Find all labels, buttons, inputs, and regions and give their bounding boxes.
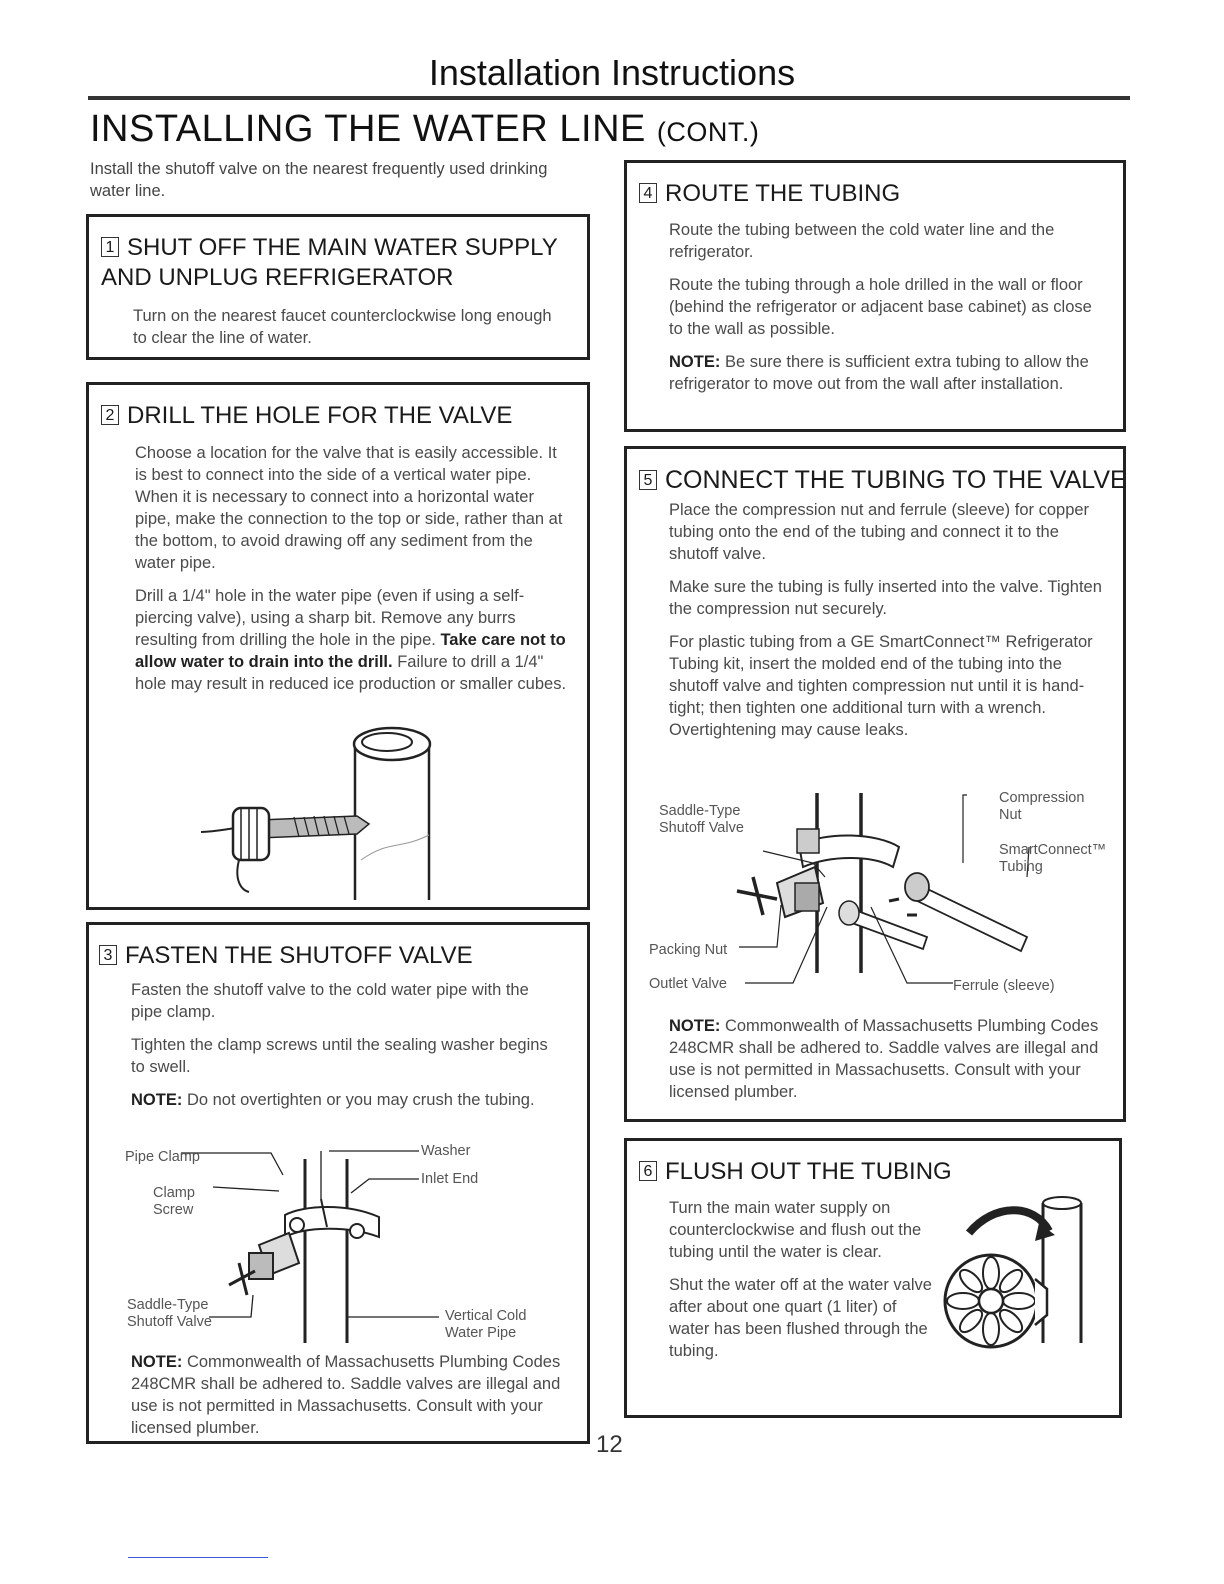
- label-vertical-1: Vertical Cold: [445, 1308, 527, 1324]
- step-3-text: [131, 979, 563, 1122]
- step-1-title-line1: SHUT OFF THE MAIN WATER SUPPLY: [127, 234, 558, 261]
- step-5-number: 5: [639, 470, 657, 490]
- label-saddle-1: Saddle-Type: [127, 1297, 209, 1313]
- step-4-heading: [639, 179, 900, 209]
- label-packing-nut: Packing Nut: [649, 942, 728, 958]
- step-5-heading: [639, 465, 1127, 495]
- step-2-number: 2: [101, 405, 119, 425]
- label-vertical-2: Water Pipe: [445, 1325, 517, 1341]
- step-2-para-2: [135, 585, 567, 695]
- step-6-heading: [639, 1157, 952, 1187]
- step-5-box: [624, 446, 1126, 1122]
- label-inlet-end: Inlet End: [421, 1171, 479, 1187]
- step-4-note: [669, 351, 1109, 395]
- step-6-text: [669, 1197, 933, 1373]
- step-4-box: [624, 160, 1126, 432]
- step-3-box: [86, 922, 590, 1444]
- step-5-para-1: Place the compression nut and ferrule (sleeve) for copper tubing onto the end of the tubing and connect it to the shutoff valve.: [669, 501, 1090, 563]
- step-2-para-2b: Failure to drill a 1/4" hole may result in reduced ice production or smaller cubes.: [135, 653, 567, 693]
- step-3-title: FASTEN THE SHUTOFF VALVE: [125, 942, 473, 969]
- step-3-note-2-label: NOTE:: [131, 1353, 183, 1371]
- step-2-warning: Take care not to allow water to drain into the drill.: [135, 631, 566, 671]
- step-3-note-text: Do not overtighten or you may crush the tubing.: [186, 1091, 535, 1109]
- label-outlet-valve: Outlet Valve: [649, 976, 727, 992]
- step-5-note-label: NOTE:: [669, 1017, 721, 1035]
- step-4-text: [669, 219, 1109, 406]
- step-3-note-2: [131, 1351, 567, 1439]
- page-number: 12: [596, 1431, 623, 1458]
- step-6-box: [624, 1138, 1122, 1418]
- label-washer: Washer: [421, 1143, 471, 1159]
- header-rule: [88, 96, 1130, 100]
- header-title: Installation Instructions: [428, 52, 796, 93]
- label-pipe-clamp: Pipe Clamp: [125, 1149, 200, 1165]
- step-1-box: [86, 214, 590, 360]
- step-2-box: [86, 382, 590, 910]
- step-4-note-label: NOTE:: [669, 353, 721, 371]
- step-5-note-text: Commonwealth of Massachusetts Plumbing Codes 248CMR shall be adhered to. Saddle valves are illegal and use is not permitted in Massachusetts. Consult with your licensed plumber.: [669, 1017, 1099, 1101]
- label-smartconnect-1: SmartConnect™: [999, 842, 1107, 858]
- step-6-para-1: Turn the main water supply on counterclockwise and flush out the tubing until the water is clear.: [669, 1199, 922, 1261]
- step-3-para-2: Tighten the clamp screws until the sealing washer begins to swell.: [131, 1036, 548, 1076]
- label-saddle-type-2: Shutoff Valve: [659, 820, 744, 836]
- step-5-note: [669, 1015, 1109, 1103]
- step-3-note-2-text: Commonwealth of Massachusetts Plumbing Codes 248CMR shall be adhered to. Saddle valves are illegal and use is not permitted in Massachusetts. Consult with your licensed plumber.: [131, 1353, 561, 1437]
- label-saddle-type-1: Saddle-Type: [659, 803, 741, 819]
- label-clamp-1: Clamp: [153, 1185, 195, 1201]
- step-5-text: [669, 499, 1109, 752]
- step-6-para-2: Shut the water off at the water valve after about one quart (1 liter) of water has been flushed through the tubing.: [669, 1276, 932, 1360]
- step-3-para-1: Fasten the shutoff valve to the cold water pipe with the pipe clamp.: [131, 981, 529, 1021]
- step-5-para-3: For plastic tubing from a GE SmartConnect™ Refrigerator Tubing kit, insert the molded end of the tubing into the shutoff valve and tighten compression nut until it is hand-tight; then tighten one additional turn with a wrench. Overtightening may cause leaks.: [669, 633, 1093, 739]
- step-2-heading: [101, 401, 512, 431]
- step-5-title: CONNECT THE TUBING TO THE VALVE: [665, 466, 1127, 494]
- label-smartconnect-2: Tubing: [999, 859, 1043, 875]
- step-4-para-1: Route the tubing between the cold water line and the refrigerator.: [669, 221, 1055, 261]
- footer-link-line: [128, 1557, 268, 1558]
- step-6-number: 6: [639, 1161, 657, 1181]
- label-saddle-2: Shutoff Valve: [127, 1314, 212, 1330]
- step-2-para-1: Choose a location for the valve that is easily accessible. It is best to connect into the side of a vertical water pipe. When it is necessary to connect into a horizontal water pipe, make the connection to the top or side, rather than at the bottom, to avoid drawing off any sediment from the water pipe.: [135, 444, 563, 572]
- step-3-heading: [99, 941, 473, 971]
- step-4-number: 4: [639, 183, 657, 203]
- step-2-title: DRILL THE HOLE FOR THE VALVE: [127, 402, 513, 429]
- step-3-note: [131, 1089, 563, 1111]
- page-title-cont: (CONT.): [656, 117, 760, 147]
- label-compression-2: Nut: [999, 807, 1022, 823]
- step-2-text: [135, 442, 567, 706]
- step-1-title-line2: AND UNPLUG REFRIGERATOR: [101, 264, 454, 291]
- step-1-text: Turn on the nearest faucet counterclockwise long enough to clear the line of water.: [133, 307, 552, 347]
- step-4-title: ROUTE THE TUBING: [665, 180, 901, 207]
- step-3-note-label: NOTE:: [131, 1091, 183, 1109]
- page-title-main: INSTALLING THE WATER LINE: [90, 108, 646, 150]
- step-4-note-text: Be sure there is sufficient extra tubing to allow the refrigerator to move out from the wall after installation.: [669, 353, 1089, 393]
- drill-illustration: [189, 720, 489, 905]
- step-4-para-2: Route the tubing through a hole drilled in the wall or floor (behind the refrigerator or adjacent base cabinet) as close to the wall as possible.: [669, 276, 1092, 338]
- step-6-title: FLUSH OUT THE TUBING: [665, 1158, 952, 1185]
- step-3-number: 3: [99, 945, 117, 965]
- step-5-para-2: Make sure the tubing is fully inserted into the valve. Tighten the compression nut securely.: [669, 578, 1102, 618]
- step-1-heading: [101, 233, 581, 293]
- step-2-para-2a: Drill a 1/4" hole in the water pipe (even if using a self-piercing valve), using a sharp bit. Remove any burrs resulting from drilling the hole in the pipe.: [135, 587, 525, 649]
- label-ferrule: Ferrule (sleeve): [953, 978, 1055, 994]
- page-title: [90, 108, 759, 151]
- label-clamp-2: Screw: [153, 1202, 194, 1218]
- label-compression-1: Compression: [999, 790, 1085, 806]
- step-1-number: 1: [101, 237, 119, 257]
- water-valve-illustration: [939, 1193, 1111, 1363]
- intro-text: Install the shutoff valve on the nearest frequently used drinking water line.: [90, 160, 548, 200]
